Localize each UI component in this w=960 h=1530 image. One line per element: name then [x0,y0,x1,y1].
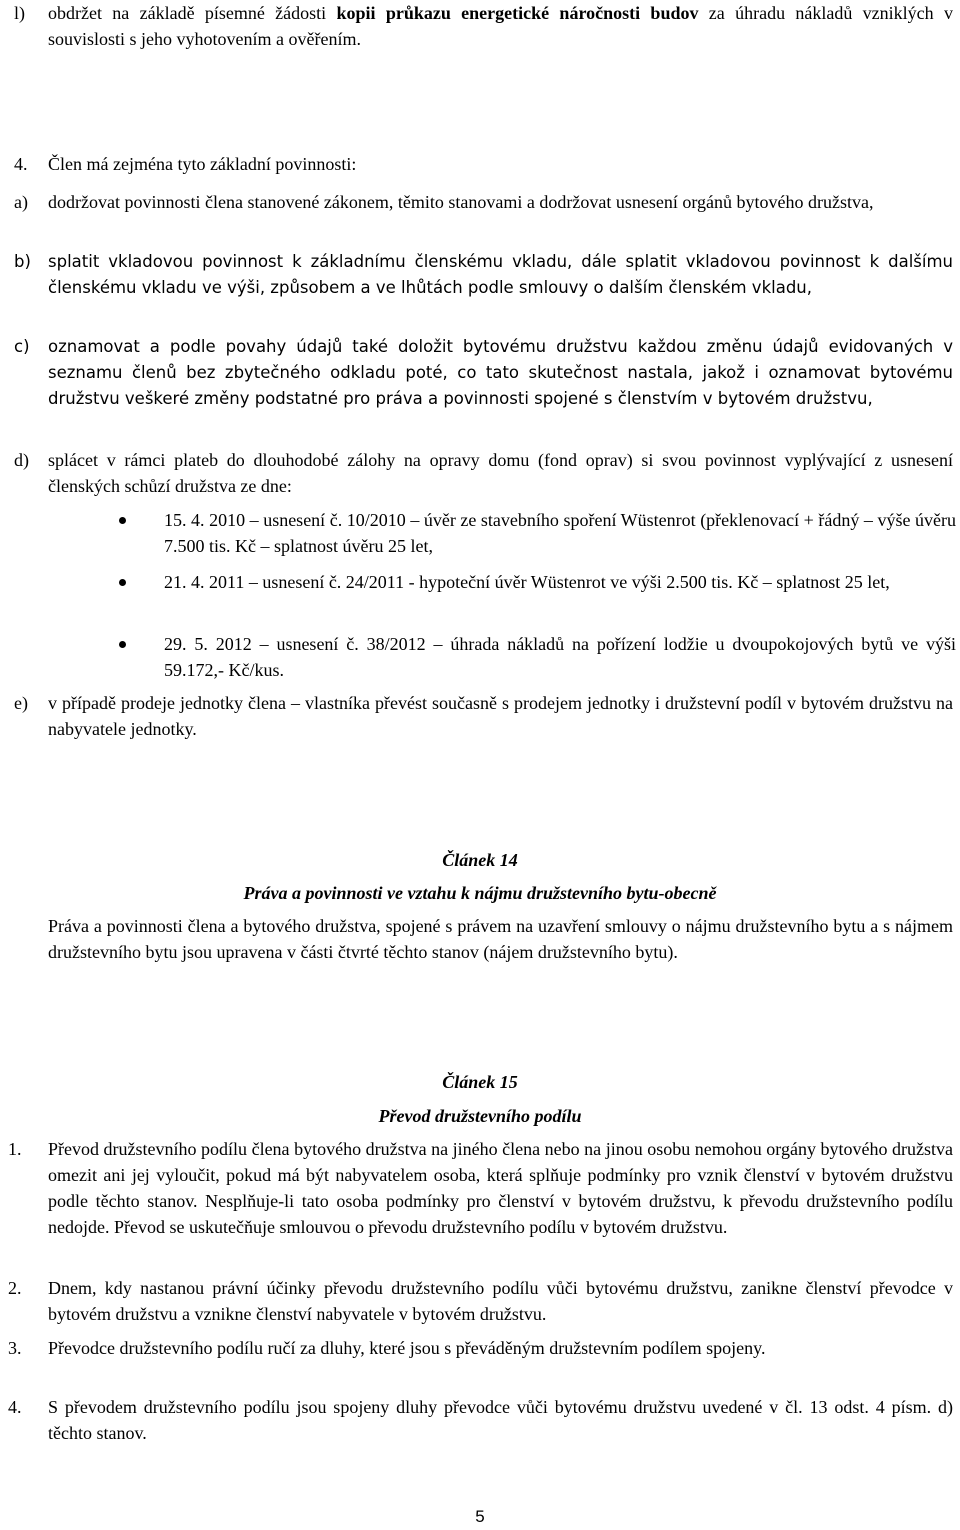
list-item-b [0,249,960,301]
bullet-text: 15. 4. 2010 – usnesení č. 10/2010 – úvěr ze stavebního spoření Wüstenrot (překlenovací + řádný – výše úvěru 7.500 tis. Kč – splatnost úvěru 25 let, [164,510,956,556]
article-14-paragraph [0,913,960,965]
bullet-icon [119,641,126,648]
item-text: dodržovat povinnosti člena stanovené zákonem, těmito stanovami a dodržovat usnesení orgánů bytového družstva, [48,192,874,212]
item-number: 1. [8,1139,22,1159]
article-15-item-3 [0,1335,960,1361]
item-number: 2. [8,1278,22,1298]
bullet-text: 29. 5. 2012 – usnesení č. 38/2012 – úhrada nákladů na pořízení lodžie u dvoupokojových bytů ve výši 59.172,- Kč/kus. [164,634,956,680]
item-label: e) [14,693,28,713]
item-text: splácet v rámci plateb do dlouhodobé zálohy na opravy domu (fond oprav) si svou povinnost vyplývající z usnesení členských schůzí družstva ze dne: [48,450,953,496]
article-15-item-4 [0,1394,960,1446]
article-15-item-1 [0,1136,960,1240]
article-15-subheading: Převod družstevního podílu [378,1106,582,1126]
list-item-a [0,189,960,215]
item-label: d) [14,450,29,470]
list-item-d [0,447,960,499]
item-text: oznamovat a podle povahy údajů také doložit bytovému družstvu každou změnu údajů evidovaných v seznamu členů bez zbytečného odkladu poté, co tato skutečnost nastala, jakož i oznamovat bytovému družstvu veškeré změny podstatné pro práva a povinnosti spojené s členstvím v bytovém družstvu, [48,337,953,408]
item-text: Převodce družstevního podílu ručí za dluhy, které jsou s převáděným družstevním podílem spojeny. [48,1338,766,1358]
bullet-item [0,569,960,595]
item-text: Převod družstevního podílu člena bytového družstva na jiného člena nebo na jinou osobu nemohou orgány bytového družstva omezit ani jej vyloučit, pokud má být nabyvatelem osoba, která splňuje podmínky pro vznik členství v bytovém družstvu podle těchto stanov. Nesplňuje-li tato osoba podmínky pro členství v bytovém družstvu, k převodu družstevního podílu nedojde. Převod se uskutečňuje smlouvou o převodu družstevního podílu v bytovém družstvu. [48,1139,953,1237]
article-14-subheading: Práva a povinnosti ve vztahu k nájmu družstevního bytu-obecně [243,883,717,903]
article-15-item-2 [0,1275,960,1327]
item-number: 4. [8,1397,22,1417]
item-label: l) [14,3,25,23]
article-15-heading: Článek 15 [442,1072,518,1092]
item-text: Dnem, kdy nastanou právní účinky převodu družstevního podílu vůči bytovému družstvu, zanikne členství převodce v bytovém družstvu a vznikne členství nabyvatele v bytovém družstvu. [48,1278,953,1324]
paragraph-text: Práva a povinnosti člena a bytového družstva, spojené s právem na uzavření smlouvy o nájmu družstevního bytu a s nájmem družstevního bytu jsou upravena v části čtvrté těchto stanov (nájem družstevního bytu). [48,916,953,962]
bullet-item [0,507,960,559]
item-text: S převodem družstevního podílu jsou spojeny dluhy převodce vůči bytovému družstvu uvedené v čl. 13 odst. 4 písm. d) těchto stanov. [48,1397,953,1443]
bold-term: kopii průkazu energetické náročnosti budov [336,3,699,23]
list-item-e [0,690,960,742]
bullet-item [0,631,960,683]
item-label: a) [14,192,28,212]
bullet-icon [119,579,126,586]
section-number: 4. [14,154,28,174]
item-text: obdržet na základě písemné žádosti kopii průkazu energetické náročnosti budov za úhradu nákladů vzniklých v souvislosti s jeho vyhotovením a ověřením. [48,3,953,49]
item-text: v případě prodeje jednotky člena – vlastníka převést současně s prodejem jednotky i družstevní podíl v bytovém družstvu na nabyvatele jednotky. [48,693,953,739]
section-4-heading [0,151,960,177]
page-number: 5 [475,1507,485,1526]
section-title: Člen má zejména tyto základní povinnosti: [48,154,357,174]
item-label: c) [14,337,30,356]
bullet-text: 21. 4. 2011 – usnesení č. 24/2011 - hypoteční úvěr Wüstenrot ve výši 2.500 tis. Kč – splatnost 25 let, [164,572,890,592]
item-label: b) [14,252,31,271]
article-14-heading: Článek 14 [442,850,518,870]
list-item-c [0,334,960,412]
item-number: 3. [8,1338,22,1358]
bullet-icon [119,517,126,524]
item-text: splatit vkladovou povinnost k základnímu členskému vkladu, dále splatit vkladovou povinnost k dalšímu členskému vkladu ve výši, způsobem a ve lhůtách podle smlouvy o dalším členském vkladu, [48,252,953,297]
item-l [0,0,960,52]
